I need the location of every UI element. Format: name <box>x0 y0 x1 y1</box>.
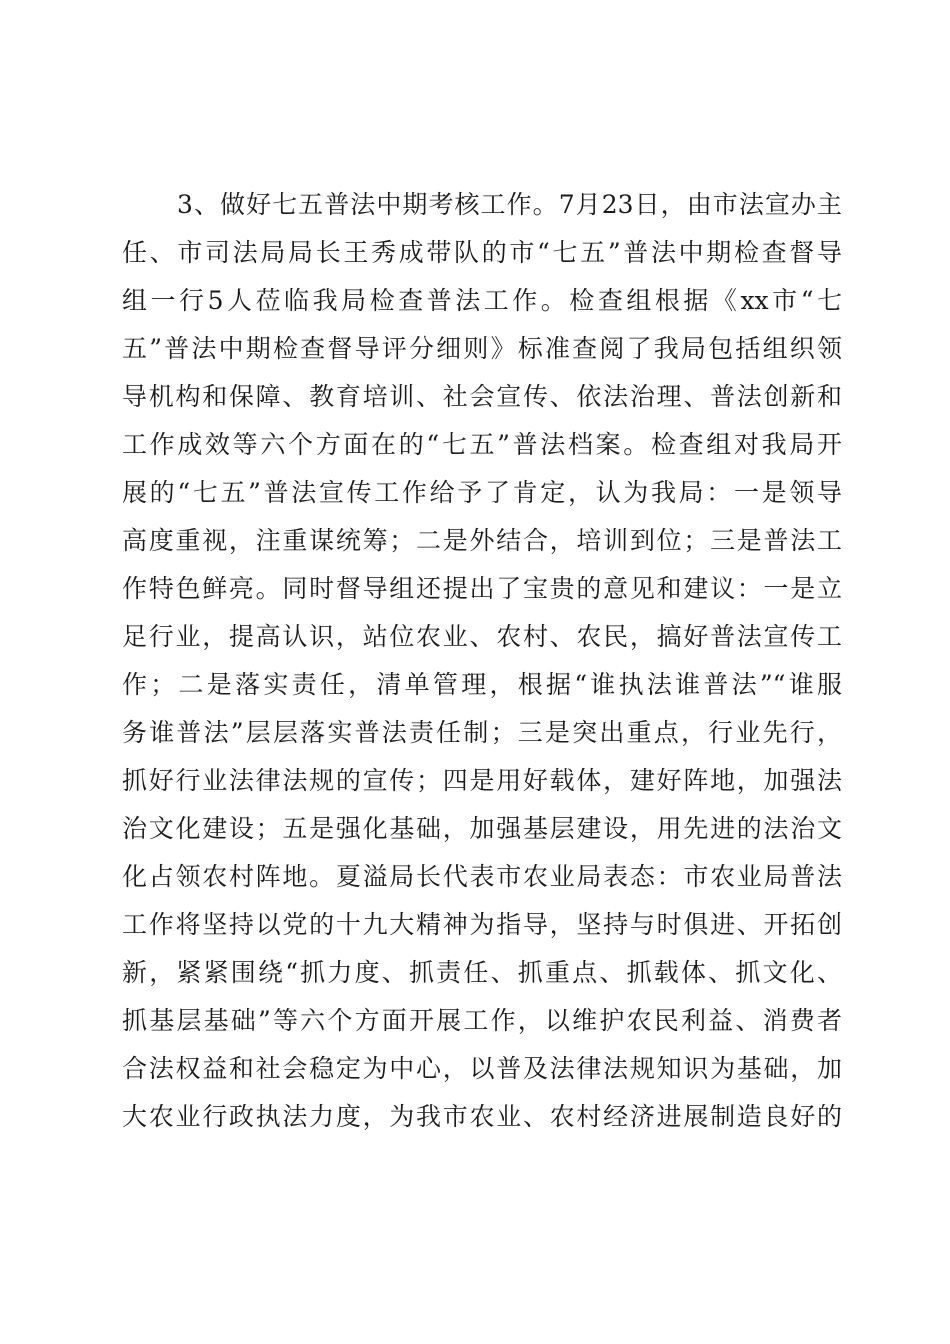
paragraph-line: 五”普法中期检查督导评分细则》标准查阅了我局包括组织领 <box>122 334 842 363</box>
paragraph-line: 工作将坚持以党的十九大精神为指导，坚持与时俱进、开拓创 <box>122 910 842 939</box>
paragraph-line: 作；二是落实责任，清单管理，根据“谁执法谁普法”“谁服 <box>122 670 842 699</box>
paragraph-line: 化占领农村阵地。夏溢局长代表市农业局表态：市农业局普法 <box>122 862 842 891</box>
paragraph-line: 展的“七五”普法宣传工作给予了肯定，认为我局：一是领导 <box>122 478 842 507</box>
paragraph-line: 新，紧紧围绕“抓力度、抓责任、抓重点、抓载体、抓文化、 <box>122 958 842 987</box>
paragraph-line: 抓基层基础”等六个方面开展工作，以维护农民利益、消费者 <box>122 1006 842 1035</box>
paragraph-line: 务谁普法”层层落实普法责任制；三是突出重点，行业先行， <box>122 718 842 747</box>
paragraph-line: 抓好行业法律法规的宣传；四是用好载体，建好阵地，加强法 <box>122 766 842 795</box>
paragraph-line: 合法权益和社会稳定为中心，以普及法律法规知识为基础，加 <box>122 1054 842 1083</box>
paragraph-line: 3、做好七五普法中期考核工作。7月23日，由市法宣办主 <box>177 190 842 219</box>
paragraph-line: 导机构和保障、教育培训、社会宣传、依法治理、普法创新和 <box>122 382 842 411</box>
paragraph-line: 工作成效等六个方面在的“七五”普法档案。检查组对我局开 <box>122 430 842 459</box>
body-paragraph <box>122 181 842 1141</box>
paragraph-line: 高度重视，注重谋统筹；二是外结合，培训到位；三是普法工 <box>122 526 842 555</box>
paragraph-line: 作特色鲜亮。同时督导组还提出了宝贵的意见和建议：一是立 <box>122 574 842 603</box>
paragraph-line: 足行业，提高认识，站位农业、农村、农民，搞好普法宣传工 <box>122 622 842 651</box>
paragraph-line: 治文化建设；五是强化基础，加强基层建设，用先进的法治文 <box>122 814 842 843</box>
paragraph-line: 任、市司法局局长王秀成带队的市“七五”普法中期检查督导 <box>122 238 842 267</box>
paragraph-line: 组一行5人莅临我局检查普法工作。检查组根据《xx市“七 <box>122 286 842 315</box>
paragraph-line: 大农业行政执法力度，为我市农业、农村经济进展制造良好的 <box>122 1102 842 1131</box>
